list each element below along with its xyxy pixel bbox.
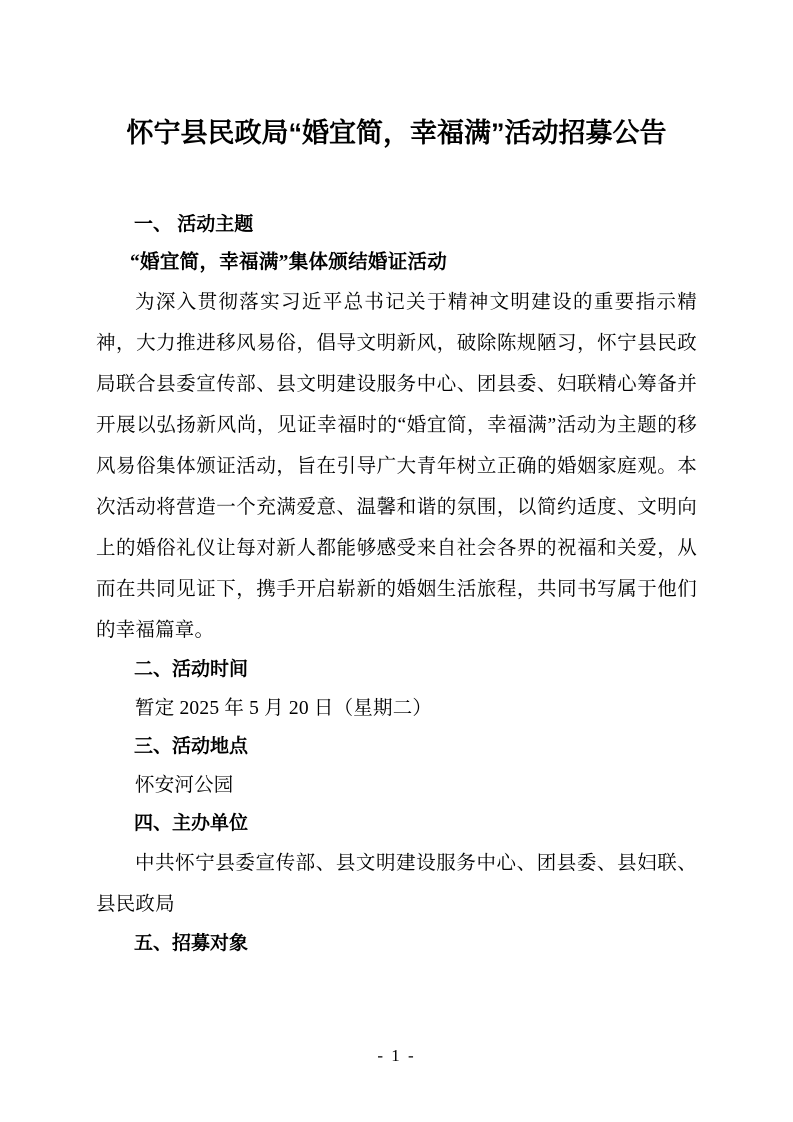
section-heading-1: 一、 活动主题 xyxy=(134,214,254,235)
page-title: 怀宁县民政局“婚宜简，幸福满”活动招募公告 xyxy=(126,118,667,148)
section-heading-3: 三、活动地点 xyxy=(134,736,249,757)
section-heading-5: 五、招募对象 xyxy=(134,933,249,954)
section-heading-4: 四、主办单位 xyxy=(134,813,249,834)
section-subheading-1: “婚宜简，幸福满”集体颁结婚证活动 xyxy=(130,252,448,273)
section-body-4: 中共怀宁县委宣传部、县文明建设服务中心、团县委、县妇联、县民政局 xyxy=(96,853,697,915)
section-heading-2: 二、活动时间 xyxy=(134,659,249,680)
title-spacer xyxy=(96,154,697,206)
section-body-3: 怀安河公园 xyxy=(135,775,234,796)
section-body-1: 为深入贯彻落实习近平总书记关于精神文明建设的重要指示精神，大力推进移风易俗，倡导文明新风，破除陈规陋习，怀宁县民政局联合县委宣传部、县文明建设服务中心、团县委、妇联精心筹备并开展以弘扬新风尚，见证幸福时的“婚宜简，幸福满”活动为主题的移风易俗集体颁证活动，旨在引导广大青年树立正确的婚姻家庭观。本次活动将营造一个充满爱意、温馨和谐的氛围，以简约适度、文明向上的婚俗礼仪让每对新人都能够感受来自社会各界的祝福和关爱，从而在共同见证下，携手开启崭新的婚姻生活旅程，共同书写属于他们的幸福篇章。 xyxy=(96,292,697,641)
page-number: - 1 - xyxy=(377,1046,416,1065)
section-body-2: 暂定 2025 年 5 月 20 日（星期二） xyxy=(135,698,433,719)
